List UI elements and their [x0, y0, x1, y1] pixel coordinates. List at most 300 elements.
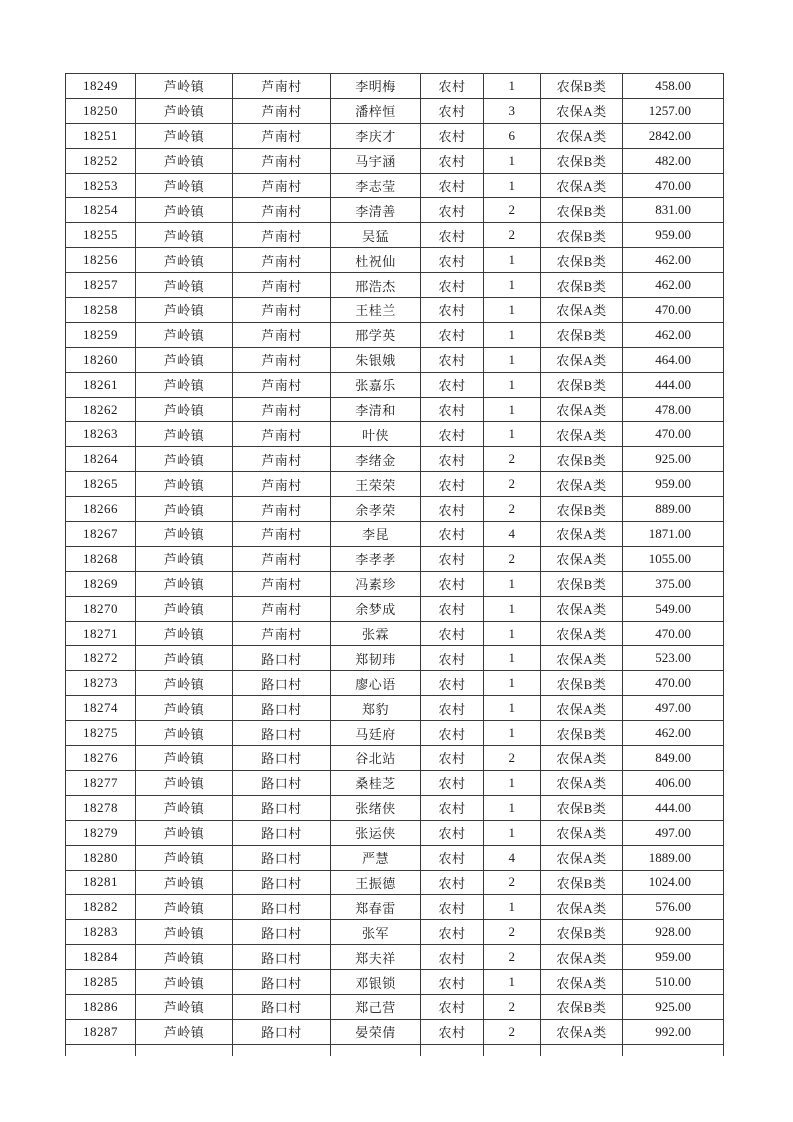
table-row [66, 721, 724, 746]
cell-name: 张绪侠 [331, 795, 421, 820]
cell-town: 芦岭镇 [136, 98, 233, 123]
cell-town: 芦岭镇 [136, 248, 233, 273]
cell-town: 芦岭镇 [136, 621, 233, 646]
cell-household_type: 农村 [421, 198, 484, 223]
table-row [66, 397, 724, 422]
cell-name: 潘梓恒 [331, 98, 421, 123]
cell-serial: 18266 [66, 497, 136, 522]
cell-person_count: 2 [484, 497, 541, 522]
cell-household_type: 农村 [421, 945, 484, 970]
cell-insurance_category: 农保A类 [541, 895, 623, 920]
cell-person_count: 1 [484, 671, 541, 696]
cell-insurance_category: 农保A类 [541, 173, 623, 198]
cell-village: 路口村 [233, 721, 331, 746]
cell-insurance_category: 农保A类 [541, 298, 623, 323]
cell-serial: 18283 [66, 920, 136, 945]
cell-household_type: 农村 [421, 646, 484, 671]
cell-village: 芦南村 [233, 571, 331, 596]
table-row [66, 746, 724, 771]
cell-person_count: 1 [484, 621, 541, 646]
cell-amount: 497.00 [623, 820, 724, 845]
cell-serial: 18252 [66, 148, 136, 173]
cell-serial: 18259 [66, 322, 136, 347]
table-row [66, 372, 724, 397]
cell-insurance_category: 农保B类 [541, 447, 623, 472]
cell-household_type: 农村 [421, 223, 484, 248]
cell-person_count: 2 [484, 994, 541, 1019]
cell-person_count: 1 [484, 248, 541, 273]
cell-insurance_category: 农保A类 [541, 123, 623, 148]
cell-insurance_category: 农保B类 [541, 74, 623, 99]
cell-serial: 18269 [66, 571, 136, 596]
cell-insurance_category: 农保A类 [541, 770, 623, 795]
cell-serial: 18249 [66, 74, 136, 99]
cell-household_type: 农村 [421, 571, 484, 596]
cell-town: 芦岭镇 [136, 422, 233, 447]
cell-amount: 523.00 [623, 646, 724, 671]
cell-household_type [421, 1044, 484, 1056]
table-row [66, 621, 724, 646]
cell-amount: 1257.00 [623, 98, 724, 123]
cell-serial: 18280 [66, 845, 136, 870]
cell-person_count: 2 [484, 546, 541, 571]
cell-person_count: 2 [484, 447, 541, 472]
cell-insurance_category: 农保A类 [541, 845, 623, 870]
table-row [66, 248, 724, 273]
cell-name: 李清善 [331, 198, 421, 223]
cell-name: 李庆才 [331, 123, 421, 148]
cell-amount: 889.00 [623, 497, 724, 522]
table-row [66, 497, 724, 522]
cell-name: 郑韧玮 [331, 646, 421, 671]
cell-person_count: 1 [484, 571, 541, 596]
cell-amount: 497.00 [623, 696, 724, 721]
cell-town: 芦岭镇 [136, 870, 233, 895]
cell-insurance_category: 农保B类 [541, 223, 623, 248]
cell-name: 余孝荣 [331, 497, 421, 522]
cell-amount: 1889.00 [623, 845, 724, 870]
cell-town: 芦岭镇 [136, 546, 233, 571]
cell-serial: 18274 [66, 696, 136, 721]
cell-serial: 18285 [66, 970, 136, 995]
cell-name: 李明梅 [331, 74, 421, 99]
cell-town: 芦岭镇 [136, 347, 233, 372]
cell-serial: 18268 [66, 546, 136, 571]
cell-household_type: 农村 [421, 895, 484, 920]
cell-insurance_category: 农保B类 [541, 671, 623, 696]
cell-amount: 444.00 [623, 372, 724, 397]
cell-household_type: 农村 [421, 1019, 484, 1044]
cell-village: 路口村 [233, 920, 331, 945]
table-row [66, 223, 724, 248]
cell-amount: 458.00 [623, 74, 724, 99]
cell-serial: 18260 [66, 347, 136, 372]
cell-town: 芦岭镇 [136, 148, 233, 173]
cell-insurance_category: 农保B类 [541, 372, 623, 397]
cell-person_count: 3 [484, 98, 541, 123]
cell-name: 王荣荣 [331, 472, 421, 497]
cell-village: 路口村 [233, 994, 331, 1019]
table-row [66, 546, 724, 571]
cell-town: 芦岭镇 [136, 895, 233, 920]
cell-town: 芦岭镇 [136, 74, 233, 99]
table-row [66, 820, 724, 845]
cell-person_count: 2 [484, 870, 541, 895]
cell-town: 芦岭镇 [136, 770, 233, 795]
cell-insurance_category: 农保A类 [541, 970, 623, 995]
cell-household_type: 农村 [421, 372, 484, 397]
cell-serial: 18276 [66, 746, 136, 771]
cell-village: 芦南村 [233, 322, 331, 347]
cell-name: 李清和 [331, 397, 421, 422]
cell-serial: 18255 [66, 223, 136, 248]
cell-village: 芦南村 [233, 223, 331, 248]
cell-town: 芦岭镇 [136, 820, 233, 845]
cell-name: 朱银娥 [331, 347, 421, 372]
cell-insurance_category: 农保A类 [541, 546, 623, 571]
cell-household_type: 农村 [421, 795, 484, 820]
cell-village: 芦南村 [233, 248, 331, 273]
cell-insurance_category: 农保B类 [541, 322, 623, 347]
table-row [66, 895, 724, 920]
cell-serial: 18286 [66, 994, 136, 1019]
cell-village: 芦南村 [233, 422, 331, 447]
table-row [66, 696, 724, 721]
cell-serial: 18256 [66, 248, 136, 273]
roster-table [65, 73, 724, 1056]
cell-amount [623, 1044, 724, 1056]
cell-person_count: 6 [484, 123, 541, 148]
cell-person_count: 1 [484, 148, 541, 173]
cell-village: 路口村 [233, 671, 331, 696]
table-row [66, 447, 724, 472]
cell-household_type: 农村 [421, 298, 484, 323]
cell-serial: 18277 [66, 770, 136, 795]
table-row [66, 123, 724, 148]
cell-town: 芦岭镇 [136, 123, 233, 148]
cell-village: 路口村 [233, 696, 331, 721]
cell-name: 王桂兰 [331, 298, 421, 323]
cell-serial: 18278 [66, 795, 136, 820]
cell-household_type: 农村 [421, 696, 484, 721]
cell-town: 芦岭镇 [136, 571, 233, 596]
cell-amount: 1055.00 [623, 546, 724, 571]
cell-amount: 482.00 [623, 148, 724, 173]
table-row-partial [66, 1044, 724, 1056]
cell-amount: 1024.00 [623, 870, 724, 895]
cell-amount: 462.00 [623, 322, 724, 347]
cell-person_count: 1 [484, 273, 541, 298]
cell-serial: 18279 [66, 820, 136, 845]
cell-insurance_category: 农保B类 [541, 721, 623, 746]
cell-serial: 18261 [66, 372, 136, 397]
cell-person_count: 4 [484, 845, 541, 870]
cell-insurance_category: 农保A类 [541, 945, 623, 970]
cell-insurance_category: 农保A类 [541, 696, 623, 721]
cell-village: 路口村 [233, 746, 331, 771]
cell-town: 芦岭镇 [136, 646, 233, 671]
cell-person_count: 1 [484, 173, 541, 198]
cell-name: 叶侠 [331, 422, 421, 447]
cell-village: 路口村 [233, 1019, 331, 1044]
cell-amount: 1871.00 [623, 522, 724, 547]
cell-village: 路口村 [233, 945, 331, 970]
cell-amount: 444.00 [623, 795, 724, 820]
cell-insurance_category: 农保B类 [541, 994, 623, 1019]
table-row [66, 148, 724, 173]
cell-insurance_category: 农保B类 [541, 920, 623, 945]
cell-town: 芦岭镇 [136, 322, 233, 347]
cell-amount: 375.00 [623, 571, 724, 596]
table-row [66, 920, 724, 945]
table-row [66, 795, 724, 820]
cell-village: 芦南村 [233, 596, 331, 621]
cell-name: 李绪金 [331, 447, 421, 472]
cell-serial: 18281 [66, 870, 136, 895]
cell-serial [66, 1044, 136, 1056]
cell-name: 邢浩杰 [331, 273, 421, 298]
cell-insurance_category: 农保B类 [541, 148, 623, 173]
cell-insurance_category: 农保A类 [541, 746, 623, 771]
table-row [66, 870, 724, 895]
cell-town: 芦岭镇 [136, 696, 233, 721]
cell-amount: 464.00 [623, 347, 724, 372]
cell-village: 路口村 [233, 970, 331, 995]
cell-town: 芦岭镇 [136, 920, 233, 945]
cell-town: 芦岭镇 [136, 397, 233, 422]
cell-serial: 18267 [66, 522, 136, 547]
cell-name: 李昆 [331, 522, 421, 547]
cell-town: 芦岭镇 [136, 994, 233, 1019]
cell-village: 芦南村 [233, 447, 331, 472]
cell-village: 芦南村 [233, 497, 331, 522]
cell-village: 芦南村 [233, 546, 331, 571]
cell-insurance_category: 农保B类 [541, 571, 623, 596]
cell-serial: 18254 [66, 198, 136, 223]
cell-person_count: 1 [484, 895, 541, 920]
cell-amount: 462.00 [623, 248, 724, 273]
cell-household_type: 农村 [421, 148, 484, 173]
cell-insurance_category: 农保A类 [541, 820, 623, 845]
cell-serial: 18253 [66, 173, 136, 198]
table-row [66, 671, 724, 696]
cell-serial: 18262 [66, 397, 136, 422]
cell-name: 李孝孝 [331, 546, 421, 571]
cell-name: 马廷府 [331, 721, 421, 746]
cell-name: 邢学英 [331, 322, 421, 347]
cell-person_count [484, 1044, 541, 1056]
table-row [66, 646, 724, 671]
cell-amount: 992.00 [623, 1019, 724, 1044]
cell-household_type: 农村 [421, 721, 484, 746]
cell-insurance_category: 农保A类 [541, 646, 623, 671]
cell-name: 冯素珍 [331, 571, 421, 596]
cell-name [331, 1044, 421, 1056]
cell-person_count: 2 [484, 746, 541, 771]
cell-household_type: 农村 [421, 98, 484, 123]
table-row [66, 74, 724, 99]
cell-household_type: 农村 [421, 397, 484, 422]
cell-household_type: 农村 [421, 845, 484, 870]
table-row [66, 273, 724, 298]
cell-household_type: 农村 [421, 497, 484, 522]
cell-person_count: 1 [484, 422, 541, 447]
cell-person_count: 2 [484, 198, 541, 223]
cell-household_type: 农村 [421, 596, 484, 621]
cell-person_count: 1 [484, 696, 541, 721]
cell-serial: 18273 [66, 671, 136, 696]
cell-serial: 18272 [66, 646, 136, 671]
cell-name: 张运侠 [331, 820, 421, 845]
cell-household_type: 农村 [421, 546, 484, 571]
cell-household_type: 农村 [421, 472, 484, 497]
cell-household_type: 农村 [421, 746, 484, 771]
cell-person_count: 2 [484, 472, 541, 497]
cell-name: 张军 [331, 920, 421, 945]
cell-person_count: 1 [484, 298, 541, 323]
cell-town: 芦岭镇 [136, 198, 233, 223]
cell-serial: 18271 [66, 621, 136, 646]
table-row [66, 98, 724, 123]
cell-name: 李志莹 [331, 173, 421, 198]
cell-insurance_category: 农保B类 [541, 497, 623, 522]
cell-person_count: 1 [484, 970, 541, 995]
cell-town: 芦岭镇 [136, 173, 233, 198]
cell-amount: 2842.00 [623, 123, 724, 148]
cell-amount: 576.00 [623, 895, 724, 920]
cell-person_count: 1 [484, 770, 541, 795]
cell-household_type: 农村 [421, 447, 484, 472]
cell-town: 芦岭镇 [136, 447, 233, 472]
cell-person_count: 1 [484, 74, 541, 99]
cell-insurance_category: 农保A类 [541, 98, 623, 123]
cell-village: 路口村 [233, 820, 331, 845]
cell-town: 芦岭镇 [136, 596, 233, 621]
cell-amount: 925.00 [623, 994, 724, 1019]
cell-town: 芦岭镇 [136, 522, 233, 547]
cell-household_type: 农村 [421, 322, 484, 347]
cell-name: 张霖 [331, 621, 421, 646]
cell-serial: 18264 [66, 447, 136, 472]
cell-household_type: 农村 [421, 273, 484, 298]
table-row [66, 770, 724, 795]
cell-amount: 849.00 [623, 746, 724, 771]
cell-name: 余梦成 [331, 596, 421, 621]
cell-amount: 406.00 [623, 770, 724, 795]
cell-insurance_category: 农保A类 [541, 621, 623, 646]
cell-household_type: 农村 [421, 248, 484, 273]
cell-village: 路口村 [233, 895, 331, 920]
cell-name: 廖心语 [331, 671, 421, 696]
cell-person_count: 2 [484, 223, 541, 248]
cell-serial: 18251 [66, 123, 136, 148]
table-row [66, 173, 724, 198]
cell-name: 郑夫祥 [331, 945, 421, 970]
cell-village: 路口村 [233, 845, 331, 870]
cell-village: 路口村 [233, 646, 331, 671]
cell-amount: 510.00 [623, 970, 724, 995]
cell-town: 芦岭镇 [136, 721, 233, 746]
table-row [66, 596, 724, 621]
cell-village: 芦南村 [233, 98, 331, 123]
cell-town: 芦岭镇 [136, 372, 233, 397]
cell-amount: 470.00 [623, 173, 724, 198]
cell-village: 路口村 [233, 795, 331, 820]
cell-insurance_category: 农保A类 [541, 1019, 623, 1044]
cell-name: 吴猛 [331, 223, 421, 248]
cell-name: 郑春雷 [331, 895, 421, 920]
cell-person_count: 2 [484, 945, 541, 970]
cell-household_type: 农村 [421, 347, 484, 372]
cell-insurance_category [541, 1044, 623, 1056]
cell-serial: 18287 [66, 1019, 136, 1044]
cell-amount: 478.00 [623, 397, 724, 422]
cell-household_type: 农村 [421, 123, 484, 148]
cell-insurance_category: 农保B类 [541, 795, 623, 820]
cell-amount: 925.00 [623, 447, 724, 472]
cell-insurance_category: 农保A类 [541, 596, 623, 621]
roster-table-container [65, 73, 725, 1056]
cell-town: 芦岭镇 [136, 223, 233, 248]
cell-amount: 549.00 [623, 596, 724, 621]
cell-person_count: 1 [484, 397, 541, 422]
cell-insurance_category: 农保B类 [541, 870, 623, 895]
cell-town [136, 1044, 233, 1056]
cell-name: 王振德 [331, 870, 421, 895]
table-row [66, 571, 724, 596]
cell-amount: 959.00 [623, 945, 724, 970]
cell-serial: 18258 [66, 298, 136, 323]
cell-village [233, 1044, 331, 1056]
cell-insurance_category: 农保A类 [541, 397, 623, 422]
cell-town: 芦岭镇 [136, 746, 233, 771]
cell-town: 芦岭镇 [136, 795, 233, 820]
cell-village: 芦南村 [233, 522, 331, 547]
cell-household_type: 农村 [421, 870, 484, 895]
table-row [66, 845, 724, 870]
cell-serial: 18257 [66, 273, 136, 298]
cell-amount: 462.00 [623, 721, 724, 746]
cell-village: 芦南村 [233, 173, 331, 198]
cell-amount: 470.00 [623, 422, 724, 447]
cell-town: 芦岭镇 [136, 472, 233, 497]
cell-amount: 959.00 [623, 472, 724, 497]
cell-household_type: 农村 [421, 522, 484, 547]
cell-name: 郑豹 [331, 696, 421, 721]
cell-village: 芦南村 [233, 372, 331, 397]
cell-town: 芦岭镇 [136, 497, 233, 522]
cell-amount: 831.00 [623, 198, 724, 223]
cell-household_type: 农村 [421, 770, 484, 795]
cell-household_type: 农村 [421, 994, 484, 1019]
cell-person_count: 1 [484, 347, 541, 372]
cell-insurance_category: 农保A类 [541, 522, 623, 547]
cell-amount: 470.00 [623, 621, 724, 646]
cell-serial: 18282 [66, 895, 136, 920]
cell-name: 桑桂芝 [331, 770, 421, 795]
cell-town: 芦岭镇 [136, 845, 233, 870]
cell-village: 芦南村 [233, 397, 331, 422]
cell-name: 严慧 [331, 845, 421, 870]
table-row [66, 422, 724, 447]
cell-person_count: 1 [484, 322, 541, 347]
cell-insurance_category: 农保B类 [541, 248, 623, 273]
cell-town: 芦岭镇 [136, 945, 233, 970]
cell-person_count: 2 [484, 920, 541, 945]
cell-person_count: 2 [484, 1019, 541, 1044]
cell-village: 芦南村 [233, 74, 331, 99]
table-row [66, 347, 724, 372]
